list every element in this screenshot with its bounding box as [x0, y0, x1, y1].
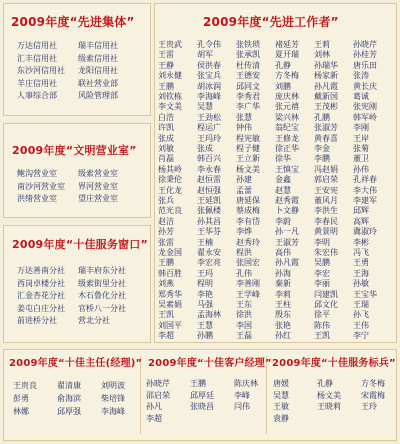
- name-cell: 白浩: [158, 112, 174, 122]
- name-cell: 前进桥分社: [17, 316, 57, 325]
- name-cell: 万达信用社: [17, 41, 57, 50]
- name-cell: 李洪生: [314, 206, 338, 216]
- name-cell: 级索信用社: [78, 53, 118, 63]
- name-cell: 风险管理部: [78, 91, 118, 100]
- name-cell: 王敏: [273, 402, 289, 411]
- name-cell: 李有岱: [236, 216, 260, 226]
- name-cell: 王玛: [197, 268, 213, 278]
- name-row: [17, 90, 139, 102]
- name-row: [158, 279, 392, 289]
- name-cell: 王修龙: [275, 133, 299, 143]
- name-cell: 李丽: [314, 279, 330, 289]
- name-cell: 王茂彬: [314, 102, 338, 112]
- name-cell: 南沙河营业室: [17, 181, 65, 191]
- name-row: [146, 413, 278, 424]
- name-cell: 王伟: [353, 320, 369, 330]
- name-cell: 徐洪: [236, 310, 252, 320]
- name-cell: 黄春喜: [314, 133, 338, 143]
- name-cell: 邱文化: [314, 300, 338, 309]
- name-cell: 王柱: [275, 300, 291, 309]
- name-cell: 高伟: [275, 248, 291, 257]
- name-cell: 冀淑玲: [353, 227, 377, 237]
- name-cell: 李海峰: [197, 92, 221, 101]
- name-cell: 张元禧: [275, 102, 299, 112]
- name-cell: 汇丰信用社: [17, 53, 57, 63]
- name-cell: 吴慧: [197, 102, 213, 112]
- name-cell: 李金: [314, 144, 330, 153]
- name-cell: 张承凯: [236, 50, 260, 60]
- name-cell: 刘林: [314, 50, 330, 60]
- name-row: [273, 390, 400, 401]
- name-row: [158, 186, 392, 196]
- name-cell: 东沙河信用社: [17, 66, 65, 75]
- name-cell: 邱厚廷: [190, 390, 214, 400]
- name-cell: 邵启荣: [146, 390, 170, 400]
- name-cell: 王玛玲: [197, 133, 221, 143]
- name-cell: 俞海滨: [57, 394, 81, 403]
- name-cell: 李文美: [158, 102, 182, 112]
- name-cell: 孙红: [275, 331, 291, 341]
- name-cell: 李超: [146, 413, 162, 423]
- name-cell: 张慧: [236, 112, 252, 122]
- name-cell: 木石鲁化分社: [78, 291, 126, 300]
- name-cell: 张晓昌: [190, 402, 214, 411]
- name-cell: 林娜: [13, 407, 29, 416]
- name-cell: 吴慧: [273, 390, 289, 400]
- name-cell: 级索街里分社: [78, 278, 126, 288]
- name-row: [13, 406, 145, 418]
- name-cell: 蔡成梅: [236, 206, 260, 216]
- name-cell: 孟海林: [197, 310, 221, 320]
- name-cell: 李宏亮: [197, 258, 221, 268]
- name-row: [158, 71, 392, 81]
- name-cell: 李艳: [197, 289, 213, 299]
- name-cell: 黄景明: [314, 227, 338, 237]
- name-cell: 董卫: [353, 154, 369, 164]
- name-cell: 程子健: [236, 144, 260, 153]
- name-cell: 王鹏: [190, 379, 206, 388]
- name-row: [158, 227, 392, 237]
- name-cell: 王瑞: [353, 300, 369, 309]
- name-cell: 赵秀玲: [236, 237, 260, 247]
- title-top-directors: 2009年度“十佳主任(经理)”: [9, 358, 143, 369]
- name-cell: 联社营业部: [78, 78, 118, 88]
- name-cell: 袁静: [273, 413, 289, 423]
- name-cell: 赵洁: [158, 216, 174, 226]
- name-cell: 赵恒强: [197, 185, 221, 195]
- name-cell: 闫伟: [234, 402, 250, 411]
- name-cell: 李彬: [353, 237, 369, 247]
- name-cell: 殷东: [275, 310, 291, 320]
- name-cell: 王淑芳: [275, 237, 299, 247]
- name-cell: [190, 413, 234, 424]
- name-cell: 王劲松: [197, 112, 221, 122]
- name-cell: 程明: [197, 279, 213, 289]
- name-row: [17, 168, 139, 180]
- name-cell: 方冬梅: [361, 379, 385, 388]
- name-row: [158, 310, 392, 320]
- name-cell: 刘燕: [158, 279, 174, 289]
- name-cell: 孙瑞华: [314, 60, 338, 70]
- name-cell: 官桥八一分社: [78, 303, 126, 313]
- name-row: [158, 113, 392, 123]
- name-row: [158, 258, 392, 268]
- name-cell: 王鹏: [158, 258, 174, 268]
- name-row: [17, 65, 139, 77]
- name-cell: 黄长庆: [353, 81, 377, 91]
- title-service-windows: 2009年度“十佳服务窗口”: [12, 238, 148, 251]
- name-cell: 李大伟: [353, 185, 377, 195]
- name-cell: 王立新: [236, 154, 260, 164]
- name-cell: 李广华: [236, 102, 260, 112]
- name-row: [158, 196, 392, 206]
- name-cell: 王莉: [314, 40, 330, 49]
- name-cell: 刘鹏: [275, 81, 291, 91]
- name-cell: 王岸: [353, 133, 369, 143]
- name-cell: 胡冰润: [197, 81, 221, 91]
- name-cell: 唐媛: [273, 379, 289, 388]
- name-row: [158, 154, 392, 164]
- name-cell: 张成: [197, 144, 213, 153]
- name-cell: 梁兴林: [275, 112, 299, 122]
- name-cell: 秦新: [275, 279, 291, 289]
- name-cell: 孔令伟: [197, 40, 221, 49]
- name-cell: 张国宏: [236, 258, 260, 268]
- name-cell: 李峰: [234, 390, 250, 400]
- name-cell: 李莉: [275, 289, 291, 299]
- name-cell: 龙阳信用社: [78, 66, 118, 75]
- name-cell: 夏开瑞: [275, 50, 299, 60]
- name-cell: 方冬梅: [275, 71, 299, 81]
- name-row: [17, 40, 139, 52]
- name-cell: 庞庆林: [275, 92, 299, 101]
- name-row: [17, 278, 139, 290]
- name-cell: [317, 413, 361, 424]
- name-cell: 王玲: [361, 402, 377, 411]
- name-cell: 徐正华: [275, 144, 299, 153]
- name-cell: 孙伟: [353, 164, 369, 174]
- name-cell: 王东: [236, 300, 252, 309]
- name-cell: 刘明波: [101, 381, 125, 390]
- name-row: [17, 290, 139, 302]
- name-cell: 龙金国: [158, 248, 182, 257]
- name-row: [273, 401, 400, 412]
- name-cell: 孙桂芳: [353, 50, 377, 60]
- name-cell: 王贵良: [13, 381, 37, 390]
- name-cell: 肖磊: [158, 154, 174, 164]
- name-cell: 金鑫: [275, 175, 291, 185]
- name-cell: 刘国平: [158, 320, 182, 330]
- name-cell: 柴培锋: [101, 394, 125, 403]
- name-row: [158, 217, 392, 227]
- name-cell: 孙晓芹: [146, 379, 170, 388]
- name-row: [17, 315, 139, 327]
- name-cell: 杨文美: [236, 164, 260, 174]
- name-row: [158, 102, 392, 112]
- name-cell: 葛诚: [353, 92, 369, 101]
- name-cell: 瑞丰府东分社: [78, 266, 126, 275]
- name-cell: 王晓莉: [317, 402, 341, 411]
- name-cell: 李善刚: [236, 279, 260, 289]
- name-cell: 赵恒雷: [197, 175, 221, 185]
- name-cell: 翟永安: [197, 248, 221, 257]
- name-row: [158, 165, 392, 175]
- name-cell: 张成: [158, 133, 174, 143]
- name-cell: 邱辉: [353, 206, 369, 216]
- name-cell: 李宏: [314, 268, 330, 278]
- name-row: [17, 265, 139, 277]
- name-cell: 李蔚: [275, 216, 291, 226]
- name-cell: 钟伟: [236, 123, 252, 133]
- name-cell: 唐延保: [236, 196, 260, 205]
- name-cell: 郑秀华: [158, 289, 182, 299]
- name-cell: 赵秀霞: [275, 196, 299, 205]
- name-row: [158, 321, 392, 331]
- name-cell: 孙晓芹: [353, 40, 377, 49]
- name-cell: 杨其岭: [158, 164, 182, 174]
- name-cell: 孙其昌: [197, 216, 221, 226]
- name-cell: 人事综合部: [17, 91, 57, 100]
- name-row: [273, 413, 400, 424]
- name-row: [158, 300, 392, 310]
- name-row: [158, 238, 392, 248]
- name-cell: 王延凯: [197, 196, 221, 205]
- name-cell: 瑞丰信用社: [78, 41, 118, 50]
- name-cell: 王鹏: [158, 81, 174, 91]
- name-cell: 张涛: [353, 71, 369, 81]
- name-cell: 韩百胜: [158, 268, 182, 278]
- name-row: [158, 269, 392, 279]
- name-cell: 李秀君: [236, 92, 260, 101]
- name-row: [13, 393, 145, 405]
- name-cell: [234, 413, 278, 424]
- name-cell: 王德安: [236, 71, 260, 81]
- name-cell: 王凯: [314, 331, 330, 341]
- name-cell: 张宝兵: [197, 71, 221, 81]
- name-cell: 孔祥春: [353, 175, 377, 185]
- name-cell: 张铁琐: [236, 40, 260, 49]
- name-cell: 李春民: [314, 216, 338, 226]
- name-cell: 邱厚强: [57, 407, 81, 416]
- name-cell: 王化龙: [158, 185, 182, 195]
- name-cell: 杨文美: [317, 390, 341, 400]
- title-advanced-collectives: 2009年度“先进集体”: [11, 15, 135, 29]
- name-row: [158, 134, 392, 144]
- name-cell: 陈庆林: [234, 379, 258, 388]
- name-cell: 张佩楼: [197, 206, 221, 216]
- name-row: [158, 290, 392, 300]
- name-cell: 冯赵娟: [314, 164, 338, 174]
- name-cell: 吴素娟: [158, 300, 182, 309]
- name-cell: 胡军: [197, 50, 213, 60]
- name-cell: 彭勇: [13, 394, 29, 403]
- name-row: [273, 378, 400, 389]
- name-cell: 万达善南分社: [17, 266, 65, 275]
- name-cell: 张菊: [353, 144, 369, 153]
- name-cell: 刘敏: [158, 144, 174, 153]
- name-cell: 侯洪春: [197, 60, 221, 70]
- name-cell: 朱宏伟: [314, 248, 338, 257]
- name-cell: 王磊: [236, 331, 252, 341]
- name-cell: 李烨: [236, 227, 252, 237]
- name-cell: 王勇: [353, 258, 369, 268]
- name-row: [17, 181, 139, 193]
- name-cell: 王华芬: [197, 227, 221, 237]
- name-row: [158, 82, 392, 92]
- name-cell: 张雷: [158, 237, 174, 247]
- name-cell: 褚延芳: [275, 40, 299, 49]
- name-cell: 高辉: [353, 216, 369, 226]
- name-row: [146, 378, 278, 389]
- name-cell: 孙凡霞: [275, 258, 299, 268]
- name-cell: 孟蕾: [236, 185, 252, 195]
- name-cell: 卜文静: [275, 206, 299, 216]
- name-cell: 营北分社: [78, 316, 110, 325]
- name-cell: 李超: [158, 331, 174, 341]
- name-row: [146, 401, 278, 412]
- name-row: [158, 50, 392, 60]
- name-cell: 赵慧: [275, 185, 291, 195]
- name-cell: 程宪敏: [236, 133, 260, 143]
- name-cell: 程洪: [236, 248, 252, 257]
- name-cell: 王雷: [158, 50, 174, 60]
- name-cell: 孙鹏: [197, 331, 213, 341]
- name-cell: 王凯: [158, 310, 174, 320]
- name-cell: 洪绪营业室: [17, 194, 57, 203]
- name-cell: 李明: [314, 237, 330, 247]
- name-cell: 徐华: [275, 154, 291, 164]
- name-cell: 程运广: [197, 123, 221, 133]
- name-cell: [361, 413, 400, 424]
- name-cell: 唐乐田: [353, 60, 377, 70]
- name-cell: 范光良: [158, 206, 182, 216]
- name-cell: 杨家新: [314, 71, 338, 81]
- name-cell: 孙飞: [353, 310, 369, 320]
- name-cell: 李海峰: [101, 407, 125, 416]
- name-row: [158, 331, 392, 341]
- name-cell: 李鹏: [314, 154, 330, 164]
- name-cell: 杜传清: [236, 60, 260, 70]
- name-cell: 王学峰: [236, 289, 260, 299]
- name-row: [17, 303, 139, 315]
- name-cell: 徐平: [314, 310, 330, 320]
- name-cell: 韩军岭: [353, 112, 377, 122]
- name-cell: 许凯: [158, 123, 174, 133]
- name-cell: 王慎宝: [275, 164, 299, 174]
- name-cell: 孙敏: [353, 279, 369, 289]
- name-cell: 孙凡霞: [314, 81, 338, 91]
- title-top-account-managers: 2009年度“十佳客户经理”: [148, 358, 272, 369]
- name-cell: 韩百兴: [197, 154, 221, 164]
- name-cell: 闫建凯: [314, 289, 338, 299]
- name-cell: 孙一凡: [275, 227, 299, 237]
- name-row: [146, 390, 278, 401]
- name-cell: 王贵武: [158, 40, 182, 49]
- name-cell: 董风月: [314, 196, 338, 205]
- name-cell: 马强: [197, 300, 213, 309]
- name-cell: 王海: [353, 268, 369, 278]
- name-cell: 翁纪宝: [275, 123, 299, 133]
- name-cell: 界河营业室: [78, 181, 118, 191]
- name-row: [13, 380, 145, 392]
- name-cell: 陈伟: [314, 320, 330, 330]
- name-cell: 翟清康: [57, 381, 81, 390]
- name-cell: 戴新国: [314, 92, 338, 101]
- name-cell: 西岗卓楼分社: [17, 278, 65, 288]
- name-cell: 张兵: [158, 196, 174, 205]
- name-cell: 孔静: [317, 379, 333, 388]
- name-cell: 冯飞: [353, 248, 369, 257]
- name-row: [17, 53, 139, 65]
- name-cell: 郭启荣: [314, 175, 338, 185]
- name-cell: 孔鹏: [314, 112, 330, 122]
- name-cell: 孙芳: [158, 227, 174, 237]
- name-row: [158, 248, 392, 258]
- title-top-service-models: 2009年度“十佳服务标兵”: [272, 358, 396, 369]
- name-row: [158, 175, 392, 185]
- name-cell: 刘钦栋: [158, 92, 182, 101]
- name-cell: 李建军: [353, 196, 377, 205]
- name-cell: 徐秉伦: [158, 175, 182, 185]
- name-cell: 羊庄信用社: [17, 78, 57, 88]
- name-cell: 李国: [236, 320, 252, 330]
- name-cell: 汇金杏花分社: [17, 291, 65, 300]
- name-cell: 王安宪: [314, 185, 338, 195]
- name-cell: 孔伟: [236, 268, 252, 278]
- name-cell: 孙海: [275, 268, 291, 278]
- name-cell: 李永春: [197, 164, 221, 174]
- name-cell: 级索营业室: [78, 169, 118, 178]
- name-cell: 孙凡: [146, 402, 162, 411]
- name-cell: 刘永健: [158, 71, 182, 81]
- name-cell: 张艳: [275, 320, 291, 330]
- name-row: [158, 92, 392, 102]
- name-cell: 邱同文: [236, 81, 260, 91]
- name-row: [158, 40, 392, 50]
- name-cell: 张淑芳: [314, 123, 338, 133]
- name-cell: 孙建: [236, 175, 252, 185]
- title-advanced-workers: 2009年度“先进工作者”: [203, 15, 339, 29]
- name-row: [17, 78, 139, 90]
- name-cell: 鲍沟营业室: [17, 169, 57, 178]
- name-cell: 张宪刚: [353, 102, 377, 112]
- name-row: [158, 144, 392, 154]
- name-cell: 宋霞梅: [361, 390, 385, 400]
- name-row: [158, 61, 392, 71]
- name-cell: 李宁: [353, 331, 369, 341]
- title-civilized-offices: 2009年度“文明营业室”: [12, 144, 137, 157]
- name-cell: 王静: [158, 60, 174, 70]
- name-cell: 孔静: [275, 60, 291, 70]
- name-row: [158, 206, 392, 216]
- name-cell: 王慧: [197, 320, 213, 330]
- name-cell: 王宝华: [353, 289, 377, 299]
- name-row: [158, 123, 392, 133]
- name-cell: 姜屯白庄分社: [17, 303, 65, 313]
- name-row: [17, 193, 139, 205]
- name-cell: 王楠: [197, 237, 213, 247]
- name-cell: 李刚: [353, 123, 369, 133]
- name-cell: 吴鹏: [314, 258, 330, 268]
- name-cell: 望庄营业室: [78, 194, 118, 203]
